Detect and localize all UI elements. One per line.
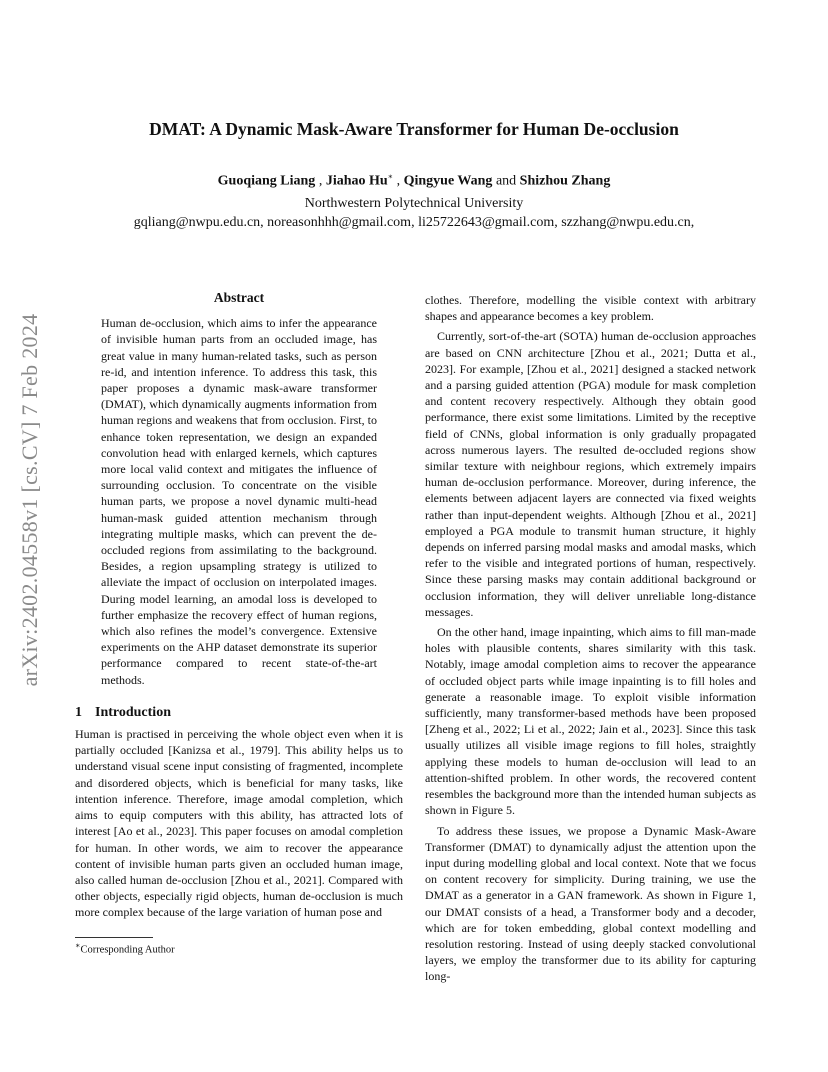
left-column: [75, 290, 403, 921]
footnote-mark: ∗: [75, 941, 81, 950]
author-1: Guoqiang Liang: [217, 173, 316, 189]
footnote: [75, 937, 403, 956]
arxiv-stamp: [8, 290, 52, 710]
author-4: Shizhou Zhang: [519, 173, 611, 189]
arxiv-stamp-text: arXiv:2402.04558v1 [cs.CV] 7 Feb 2024: [17, 313, 42, 687]
paragraph: On the other hand, image inpainting, which aims to fill man-made holes with plausible contents, shares similarity with this task. Notably, image amodal completion aims to recover the appearance of occluded object parts while image inpainting is to fill holes and generate a reasonable image. To exploit visible information sufficiently, many transformer-based methods have been proposed [Zheng et al., 2022; Li et al., 2022; Jain et al., 2023]. Since this task usually utilizes all visible image regions to fill holes, straightly applying these models to human de-occlusion will lead to an attention-shifted problem. In other words, the recovered content resembles the background more than the intended human subjects as shown in Figure 5.: [425, 625, 756, 818]
author-emails: gqliang@nwpu.edu.cn, noreasonhhh@gmail.com, li25722643@gmail.com, szzhang@nwpu.edu.cn,: [133, 215, 695, 230]
section-number: 1: [75, 704, 82, 720]
section-heading-introduction: [75, 705, 403, 721]
author-list: [0, 172, 828, 190]
right-column: [425, 292, 756, 985]
affiliation: Northwestern Polytechnical University: [304, 196, 524, 211]
intro-paragraph: Human is practised in perceiving the whole object even when it is partially occluded [Kanizsa et al., 1979]. This ability helps us to understand visual scene input consisting of fragmented, incomplete and disordered objects, which is beneficial for many tasks, like intention inference. Therefore, image amodal completion, which aims to equip computers with this ability, has attracted lots of interest [Ao et al., 2023]. This paper focuses on amodal completion for human. In other words, we aim to recover the appearance content of invisible human parts given an occluded human image, also called human de-occlusion [Zhou et al., 2021]. Compared with other objects, especially rigid objects, human de-occlusion is much more complex because of the large variation of human pose and: [75, 727, 403, 920]
author-separator: ,: [393, 173, 404, 189]
author-separator: ,: [315, 173, 326, 189]
paragraph: To address these issues, we propose a Dynamic Mask-Aware Transformer (DMAT) to dynamically adjust the attention upon the input during modelling global and local context. Note that we focus on content recovery for simplicity. During training, we use the DMAT as a generator in a GAN framework. As shown in Figure 1, our DMAT consists of a head, a Transformer body and a decoder, which are for token embedding, global context modelling and resolution restoring. Instead of using deeply stacked convolutional layers, we employ the transformer due to its ability for capturing long-: [425, 823, 756, 984]
section-title: Introduction: [95, 704, 171, 720]
author-3: Qingyue Wang: [403, 173, 493, 189]
paragraph: Currently, sort-of-the-art (SOTA) human de-occlusion approaches are based on CNN architecture [Zhou et al., 2021; Dutta et al., 2023]. For example, [Zhou et al., 2021] designed a stacked network and a parsing guided attention (PGA) module for mask completion and content recovery respectively. Although they obtain good performance, there exist some limitations. Limited by the receptive field of CNNs, global information is only gradually propagated across numerous layers. The resulted de-occluded regions show similar texture with neighbour regions, which extremely impairs human de-occlusion performance. Moreover, during inference, the elements between adjacent layers are connected via fixed weights rather than input-dependent weights. Although [Zhou et al., 2021] employed a PGA module to transmit human structure, it highly depends on inferred parsing modal masks and amodal masks, which refer to the visible and integrated portions of human, respectively. Since these parsing masks may contain additional background or occlusion information, they will deliver unreliable long-distance messages.: [425, 329, 756, 619]
paper-title: DMAT: A Dynamic Mask-Aware Transformer for Human De-occlusion: [149, 119, 679, 139]
footnote-text: Corresponding Author: [80, 944, 175, 956]
paragraph: clothes. Therefore, modelling the visible context with arbitrary shapes and appearance becomes a key problem.: [425, 293, 756, 324]
author-2: Jiahao Hu: [325, 173, 388, 189]
author-and: and: [492, 173, 520, 189]
footnote-rule: [75, 937, 153, 938]
abstract-text: Human de-occlusion, which aims to infer the appearance of invisible human parts from an occluded image, has great value in many human-related tasks, such as person re-id, and intention inference. To address this task, this paper proposes a dynamic mask-aware transformer (DMAT), which dynamically augments information from human regions and weakens that from occlusion. First, to enhance token representation, we design an expanded convolution head with enlarged kernels, which captures more local valid context and mitigates the influence of surrounding occlusion. To concentrate on the visible human parts, we propose a novel dynamic multi-head human-mask guided attention mechanism through integrating multiple masks, which can prevent the de-occluded regions from assimilating to the background. Besides, a region upsampling strategy is utilized to alleviate the impact of occlusion on interpolated images. During model learning, an amodal loss is developed to further emphasize the recovery effect of human regions, which also refines the model’s convergence. Extensive experiments on the AHP dataset demonstrate its superior performance compared to recent state-of-the-art methods.: [101, 316, 377, 687]
abstract-heading: Abstract: [213, 290, 265, 305]
corresponding-mark: ∗: [387, 172, 394, 181]
